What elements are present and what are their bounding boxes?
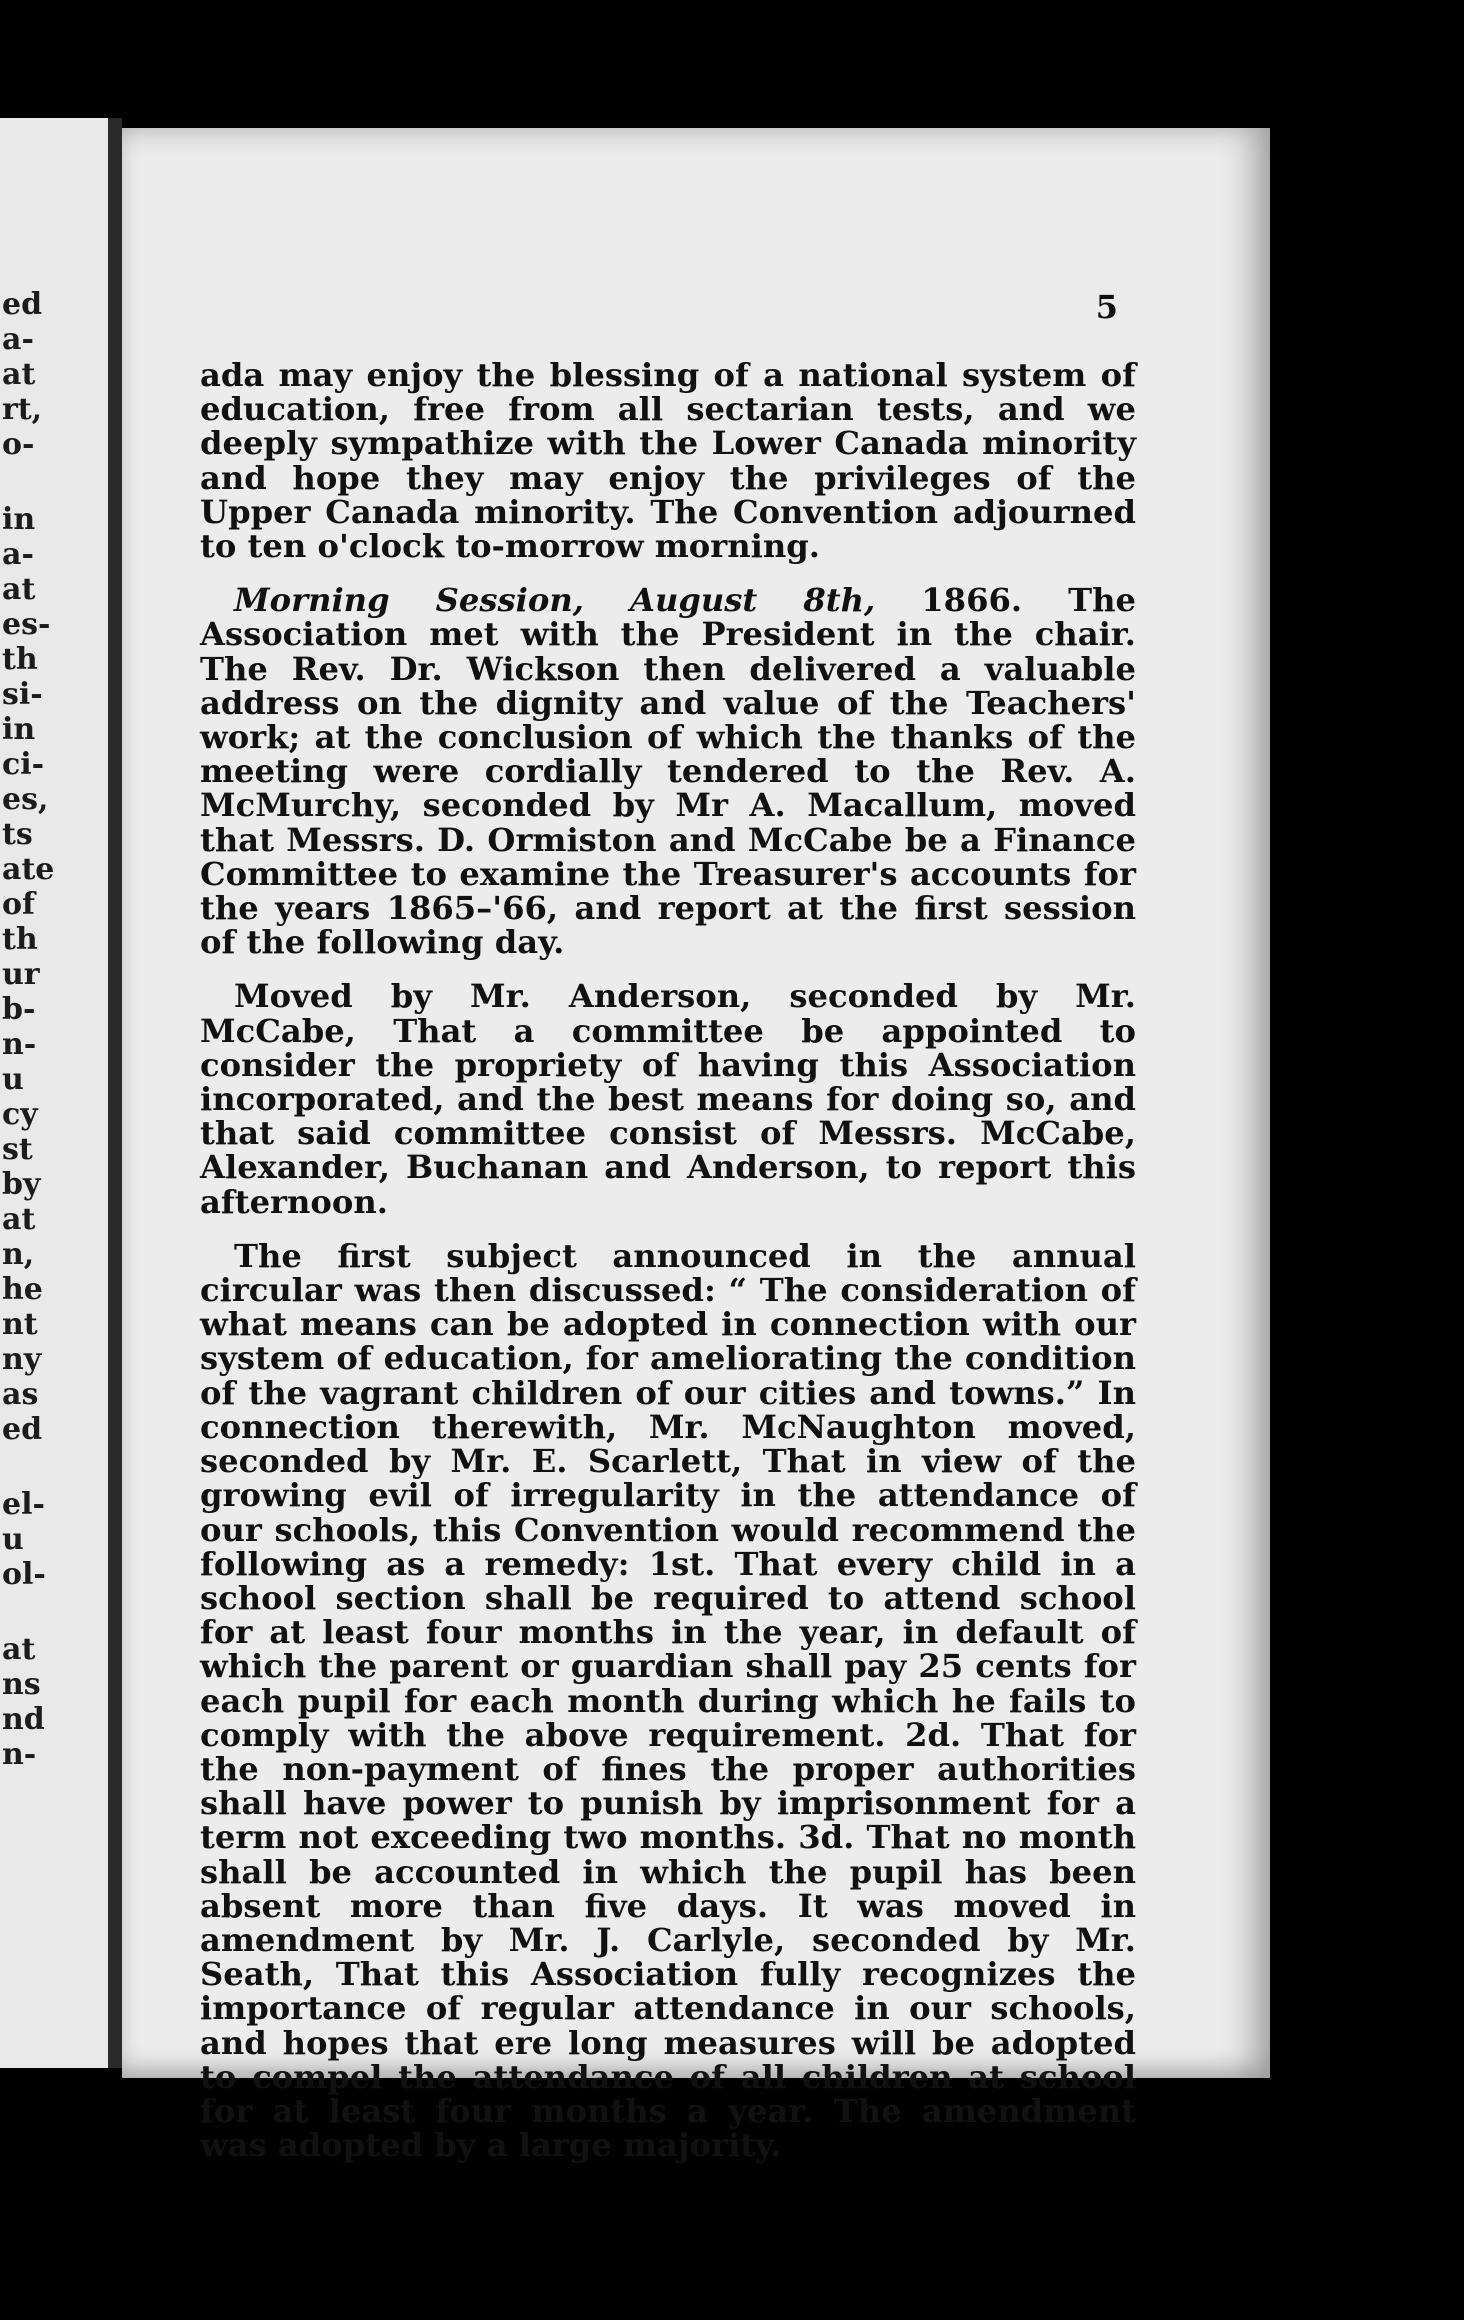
margin-fragment: he (2, 1272, 43, 1307)
page-body (200, 358, 1136, 2182)
margin-fragment: by (2, 1167, 41, 1202)
adjacent-page-edge (0, 118, 108, 2068)
margin-fragment: si- (2, 677, 43, 712)
margin-fragment: n, (2, 1237, 35, 1272)
margin-fragment: u (2, 1522, 24, 1557)
margin-fragment: of (2, 887, 35, 922)
margin-fragment: u (2, 1062, 24, 1097)
margin-fragment: o- (2, 427, 35, 462)
margin-fragment: st (2, 1132, 33, 1167)
margin-fragment: th (2, 922, 38, 957)
margin-fragment: at (2, 572, 36, 607)
margin-fragment: ol- (2, 1557, 46, 1592)
margin-fragment: a- (2, 322, 34, 357)
margin-fragment: ts (2, 817, 33, 852)
margin-fragment: ate (2, 852, 55, 887)
margin-fragment: n- (2, 1027, 37, 1062)
margin-fragment: es, (2, 782, 49, 817)
margin-fragment: rt, (2, 392, 43, 427)
page-divider (108, 118, 122, 2068)
margin-fragment: ed (2, 1412, 43, 1447)
margin-fragment: ur (2, 957, 40, 992)
margin-fragment: ed (2, 287, 43, 322)
margin-fragment: es- (2, 607, 51, 642)
margin-fragment: n- (2, 1737, 37, 1772)
paragraph-2 (200, 581, 1136, 962)
margin-fragment: th (2, 642, 38, 677)
margin-fragment: a- (2, 537, 34, 572)
margin-fragment: ci- (2, 747, 45, 782)
margin-fragment: at (2, 357, 36, 392)
margin-fragment: nt (2, 1307, 38, 1342)
margin-fragment: at (2, 1632, 36, 1667)
margin-fragment: in (2, 502, 36, 537)
margin-fragment: ns (2, 1667, 41, 1702)
margin-fragment: nd (2, 1702, 45, 1737)
paragraph-4: The first subject announced in the annual circular was then discussed: “ The consideration of what means can be adopted in connection with our system of education, for ameliorating the condition of the vagrant children of our cities and towns.” In connection therewith, Mr. McNaughton moved, seconded by Mr. E. Scarlett, That in view of the growing evil of irregularity in the attendance of our schools, this Convention would recommend the following as a remedy: 1st. That every child in a school section shall be required to attend school for at least four months in the year, in default of which the parent or guardian shall pay 25 cents for each pupil for each month during which he fails to comply with the above requirement. 2d. That for the non-payment of fines the proper authorities shall have power to punish by imprisonment for a term not exceeding two months. 3d. That no month shall be accounted in which the pupil has been absent more than five days. It was moved in amendment by Mr. J. Carlyle, seconded by Mr. Seath, That this Association fully recognizes the importance of regular attendance in our schools, and hopes that ere long measures will be adopted to compel the attendance of all children at school for at least four months a year. The amendment was adopted by a large majority. (200, 1236, 1136, 2165)
margin-fragment: ny (2, 1342, 42, 1377)
document-page (122, 128, 1270, 2165)
margin-fragment: as (2, 1377, 39, 1412)
page-number: 5 (1095, 288, 1118, 326)
margin-fragment: at (2, 1202, 36, 1237)
paragraph-2-text: 1866. The Association met with the President in the chair. The Rev. Dr. Wickson then delivered a valuable address on the dignity and value of the Teachers' work; at the conclusion of which the thanks of the meeting were cordially tendered to the Rev. A. McMurchy, seconded by Mr A. Macallum, moved that Messrs. D. Ormiston and McCabe be a Finance Committee to examine the Treasurer's accounts for the years 1865–'66, and report at the first session of the following day. (200, 581, 1136, 962)
margin-fragment: el- (2, 1487, 45, 1522)
paragraph-1: ada may enjoy the blessing of a national system of education, free from all sectarian tests, and we deeply sympathize with the Lower Canada minority and hope they may enjoy the privileges of the Upper Canada minority. The Convention adjourned to ten o'clock to-morrow morning. (200, 356, 1136, 566)
session-heading: Morning Session, August 8th, (234, 581, 876, 620)
margin-fragment: cy (2, 1097, 38, 1132)
margin-fragment: in (2, 712, 36, 747)
paragraph-3: Moved by Mr. Anderson, seconded by Mr. McCabe, That a committee be appointed to consider the propriety of having this Association incorporated, and the best means for doing so, and that said committee consist of Messrs. McCabe, Alexander, Buchanan and Anderson, to report this afternoon. (200, 977, 1136, 1221)
adjacent-page-fragments (0, 118, 108, 2068)
margin-fragment: b- (2, 992, 36, 1027)
